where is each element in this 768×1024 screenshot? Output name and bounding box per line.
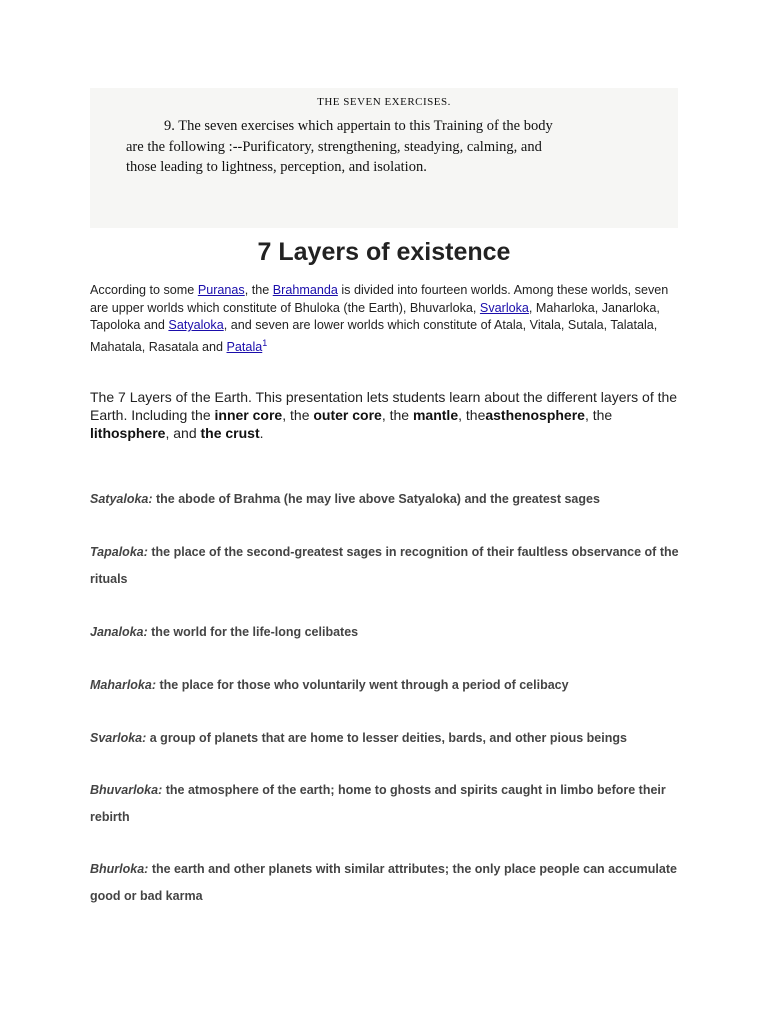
term-asthenosphere: asthenosphere bbox=[485, 407, 585, 423]
loka-description: the earth and other planets with similar attributes; the only place people can accumulate good or bad karma bbox=[90, 862, 677, 903]
loka-description: the atmosphere of the earth; home to ghosts and spirits caught in limbo before their rebirth bbox=[90, 783, 666, 824]
loka-entry-satyaloka bbox=[90, 486, 690, 513]
loka-entry-janaloka bbox=[90, 619, 690, 646]
term-inner-core: inner core bbox=[214, 407, 283, 423]
loka-term: Bhurloka: bbox=[90, 862, 149, 876]
loka-term: Maharloka: bbox=[90, 678, 156, 692]
loka-description: a group of planets that are home to lesser deities, bards, and other pious beings bbox=[146, 731, 627, 745]
text: , the bbox=[458, 407, 486, 423]
loka-term: Tapaloka: bbox=[90, 545, 148, 559]
page-title: 7 Layers of existence bbox=[257, 238, 511, 266]
loka-term: Janaloka: bbox=[90, 625, 148, 639]
term-mantle: mantle bbox=[412, 407, 459, 423]
link-svarloka[interactable]: Svarloka bbox=[479, 300, 529, 315]
link-brahmanda[interactable]: Brahmanda bbox=[272, 283, 338, 297]
loka-description: the abode of Brahma (he may live above Satyaloka) and the greatest sages bbox=[152, 492, 600, 506]
text: , and seven are lower worlds which constitute of Atala, Vitala, Sutala, Talatala, Mahatala, Rasatala and bbox=[90, 318, 658, 354]
text: , the bbox=[282, 407, 314, 423]
intro-paragraph bbox=[90, 282, 680, 356]
text: , the bbox=[584, 407, 613, 423]
loka-term: Satyaloka: bbox=[90, 492, 153, 506]
loka-entry-bhuvarloka bbox=[90, 777, 690, 830]
scan-line: are the following :--Purificatory, strengthening, steadying, calming, and bbox=[126, 139, 542, 155]
text: is divided into fourteen worlds. Among these worlds, seven are upper worlds which constitute of Bhuloka (the Earth), Bhuvarloka, bbox=[90, 283, 669, 315]
text: , and bbox=[165, 425, 201, 441]
text: The 7 Layers of the Earth. This presentation lets students learn about the different layers of the Earth. Including the bbox=[90, 389, 678, 423]
loka-entry-tapaloka bbox=[90, 539, 690, 592]
link-puranas[interactable]: Puranas bbox=[197, 283, 245, 297]
loka-entry-maharloka bbox=[90, 672, 690, 699]
scan-heading: THE SEVEN EXERCISES. bbox=[317, 96, 451, 108]
earth-layers-paragraph bbox=[90, 388, 690, 442]
term-outer-core: outer core bbox=[313, 407, 382, 423]
link-patala[interactable]: Patala bbox=[226, 339, 263, 354]
text: , the bbox=[381, 407, 413, 423]
link-satyaloka[interactable]: Satyaloka bbox=[168, 318, 224, 332]
loka-entry-bhurloka bbox=[90, 856, 690, 909]
text: According to some bbox=[90, 283, 198, 297]
term-crust: the crust bbox=[200, 425, 260, 441]
loka-entry-svarloka bbox=[90, 725, 690, 752]
loka-term: Svarloka: bbox=[90, 731, 147, 745]
scanned-excerpt-image bbox=[90, 88, 678, 228]
loka-description: the place of the second-greatest sages in recognition of their faultless observance of the rituals bbox=[90, 545, 679, 586]
loka-description: the world for the life-long celibates bbox=[147, 625, 359, 639]
text: , Maharloka, Janarloka, Tapoloka and bbox=[90, 300, 660, 332]
footnote-link[interactable]: 1 bbox=[262, 337, 268, 348]
text: . bbox=[259, 425, 264, 441]
term-lithosphere: lithosphere bbox=[90, 425, 166, 441]
scan-line: 9. The seven exercises which appertain to this Training of the body bbox=[164, 118, 553, 134]
scan-line: those leading to lightness, perception, and isolation. bbox=[126, 159, 427, 175]
text: , the bbox=[244, 283, 273, 297]
loka-term: Bhuvarloka: bbox=[90, 783, 163, 797]
loka-description: the place for those who voluntarily went through a period of celibacy bbox=[156, 678, 569, 692]
